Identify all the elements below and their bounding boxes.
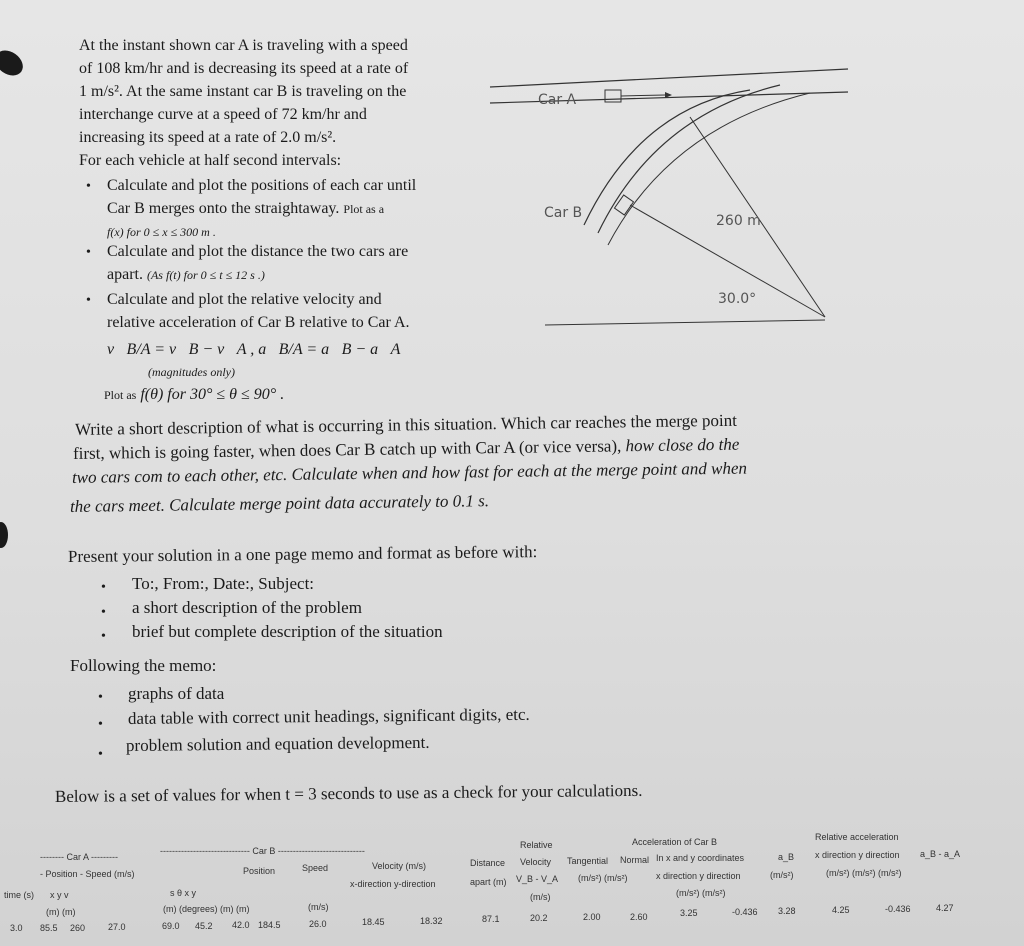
task-item <box>86 240 104 264</box>
table-cell: 85.5 <box>40 923 58 933</box>
memo-after-item: problem solution and equation development. <box>125 732 430 755</box>
distance-label-2: apart (m) <box>470 877 507 887</box>
table-cell: 27.0 <box>108 922 126 932</box>
velocity-label: Velocity (m/s) <box>372 861 427 871</box>
a-b-label: a_B <box>778 852 795 862</box>
table-cell: 42.0 <box>232 920 250 930</box>
intro-line: increasing its speed at a rate of 2.0 m/s². <box>79 129 337 146</box>
memo-bullet <box>98 685 116 709</box>
table-cell: -0.436 <box>885 904 911 914</box>
description-line: Write a short description of what is occurring in this situation. Which car reaches the merge point <box>74 410 738 439</box>
xyv-label: x y v <box>50 890 69 900</box>
description-line: two cars com to each other, etc. Calculate when and how fast for each at the merge point and when <box>71 458 748 487</box>
table-cell: 3.28 <box>778 906 796 916</box>
units-a: (m) (m) <box>46 907 76 917</box>
relative-equations: v⃗B/A = v⃗B − v⃗A , a⃗B/A = a⃗B − a⃗A <box>107 341 401 358</box>
task-item <box>86 288 104 312</box>
angle-label: 30.0° <box>718 291 757 307</box>
table-cell: -0.436 <box>732 907 758 917</box>
memo-after-item: graphs of data <box>128 684 225 703</box>
rel-accel-diff: a_B - a_A <box>920 849 961 859</box>
relative-accel-header: Relative acceleration <box>815 832 899 842</box>
task-text: Calculate and plot the relative velocity and <box>107 291 382 308</box>
task-text: Calculate and plot the positions of each car until <box>107 177 417 194</box>
car-b-header: ------------------------------ Car B ----------------------------- <box>160 846 365 856</box>
intro-line: For each vehicle at half second intervals: <box>79 152 342 169</box>
a-b-unit: (m/s²) <box>770 870 794 880</box>
position-speed-label: - Position - Speed (m/s) <box>40 869 135 879</box>
intro-line: 1 m/s². At the same instant car B is traveling on the <box>79 83 407 100</box>
table-cell: 69.0 <box>162 921 180 931</box>
tangential-label: Tangential <box>567 856 609 866</box>
table-cell: 3.25 <box>680 908 698 918</box>
task-text-line <box>107 263 265 287</box>
table-cell: 2.00 <box>583 912 601 922</box>
task-note: Plot as a <box>343 202 385 216</box>
car-b-label: Car B <box>544 205 583 221</box>
table-cell: 20.2 <box>530 913 548 923</box>
bullet-icon: • <box>98 747 103 762</box>
memo-item: To:, From:, Date:, Subject: <box>132 574 315 593</box>
table-cell: 3.0 <box>10 923 23 933</box>
rel-accel-units: (m/s²) (m/s²) (m/s²) <box>826 868 902 878</box>
task-text-line <box>107 197 384 221</box>
memo-bullet <box>98 742 116 766</box>
bullet-icon: • <box>86 179 91 194</box>
description-line: how close do the <box>625 434 740 456</box>
table-cell: 2.60 <box>630 912 648 922</box>
memo-intro: Present your solution in a one page memo and format as before with: <box>67 542 538 566</box>
task-domain: f(x) for 0 ≤ x ≤ 300 m . <box>107 225 216 239</box>
binder-hole-top <box>0 45 28 80</box>
task-note: (As f(t) for 0 ≤ t ≤ 12 s .) <box>146 268 265 282</box>
description-line: the cars meet. Calculate merge point data accurately to 0.1 s. <box>69 491 490 516</box>
task-item <box>86 174 104 198</box>
magnitudes-note: (magnitudes only) <box>148 365 235 379</box>
speed-unit: (m/s) <box>308 902 329 912</box>
table-cell: 184.5 <box>258 920 281 930</box>
table-cell: 87.1 <box>482 914 500 924</box>
car-a-arrow <box>621 95 665 96</box>
rel-accel-dirs: x direction y direction <box>815 850 900 860</box>
tn-units: (m/s²) (m/s²) <box>578 873 628 883</box>
bullet-icon: • <box>101 605 106 620</box>
car-a-label: Car A <box>538 92 577 108</box>
s-theta-xy-label: s θ x y <box>170 888 197 898</box>
memo-item: brief but complete description of the situation <box>132 622 443 641</box>
acceleration-header: Acceleration of Car B <box>632 837 718 847</box>
check-sentence: Below is a set of values for when t = 3 seconds to use as a check for your calculations. <box>54 780 643 806</box>
table-cell: 26.0 <box>309 919 327 929</box>
memo-bullet <box>98 712 116 736</box>
check-values-table <box>0 830 1024 946</box>
baseline <box>545 320 825 325</box>
memo-bullet <box>101 575 119 599</box>
bullet-icon: • <box>101 629 106 644</box>
xy-units: (m/s²) (m/s²) <box>676 888 726 898</box>
binder-hole-bottom <box>0 522 8 548</box>
task-text: Car B merges onto the straightaway. <box>107 200 340 217</box>
car-a-icon <box>605 90 621 102</box>
time-label: time (s) <box>4 890 34 900</box>
plot-line <box>104 383 284 407</box>
task-text: apart. <box>107 266 143 283</box>
relative-header: Relative <box>520 840 553 850</box>
bullet-icon: • <box>86 293 91 308</box>
bullet-icon: • <box>86 245 91 260</box>
speed-label: Speed <box>302 863 329 873</box>
bullet-icon: • <box>101 580 106 595</box>
plot-prefix: Plot as <box>104 388 137 402</box>
rel-velocity-label: Velocity <box>520 857 552 867</box>
table-cell: 18.32 <box>420 916 443 926</box>
table-cell: 4.25 <box>832 905 850 915</box>
table-cell: 18.45 <box>362 917 385 927</box>
normal-label: Normal <box>620 855 650 865</box>
curve-lane <box>608 93 810 245</box>
distance-label: Distance <box>470 858 506 868</box>
xy-coords-label: In x and y coordinates <box>656 853 745 863</box>
rel-velocity-unit: (m/s) <box>530 892 551 902</box>
straightaway-top <box>490 69 848 87</box>
table-cell: 260 <box>70 923 86 933</box>
interchange-figure <box>480 45 860 355</box>
bullet-icon: • <box>98 717 103 732</box>
memo-bullet <box>101 600 119 624</box>
intro-line: of 108 km/hr and is decreasing its speed at a rate of <box>79 60 409 77</box>
bullet-icon: • <box>98 690 103 705</box>
xy-dirs: x direction y direction <box>656 871 741 881</box>
memo-after-item: data table with correct unit headings, significant digits, etc. <box>127 704 530 728</box>
units-b: (m) (degrees) (m) (m) <box>163 904 250 914</box>
rel-velocity-label-2: V_B - V_A <box>516 874 559 884</box>
description-line: first, which is going faster, when does Car B catch up with Car A (or vice versa), <box>72 436 622 463</box>
intro-line: At the instant shown car A is traveling with a speed <box>79 37 408 54</box>
car-a-header: -------- Car A --------- <box>40 852 118 862</box>
plot-expr: f(θ) for 30° ≤ θ ≤ 90° . <box>140 386 285 403</box>
radius-label: 260 m <box>716 213 761 229</box>
velocity-dirs: x-direction y-direction <box>350 879 436 889</box>
intro-line: interchange curve at a speed of 72 km/hr and <box>79 106 367 123</box>
task-text: Calculate and plot the distance the two cars are <box>107 243 409 260</box>
curve-inner <box>584 90 750 225</box>
position-label: Position <box>243 866 276 876</box>
task-text: relative acceleration of Car B relative to Car A. <box>107 314 410 331</box>
memo-item: a short description of the problem <box>132 598 362 617</box>
table-cell: 4.27 <box>936 903 954 913</box>
memo-bullet <box>101 624 119 648</box>
memo-following: Following the memo: <box>70 656 217 675</box>
table-cell: 45.2 <box>195 921 213 931</box>
